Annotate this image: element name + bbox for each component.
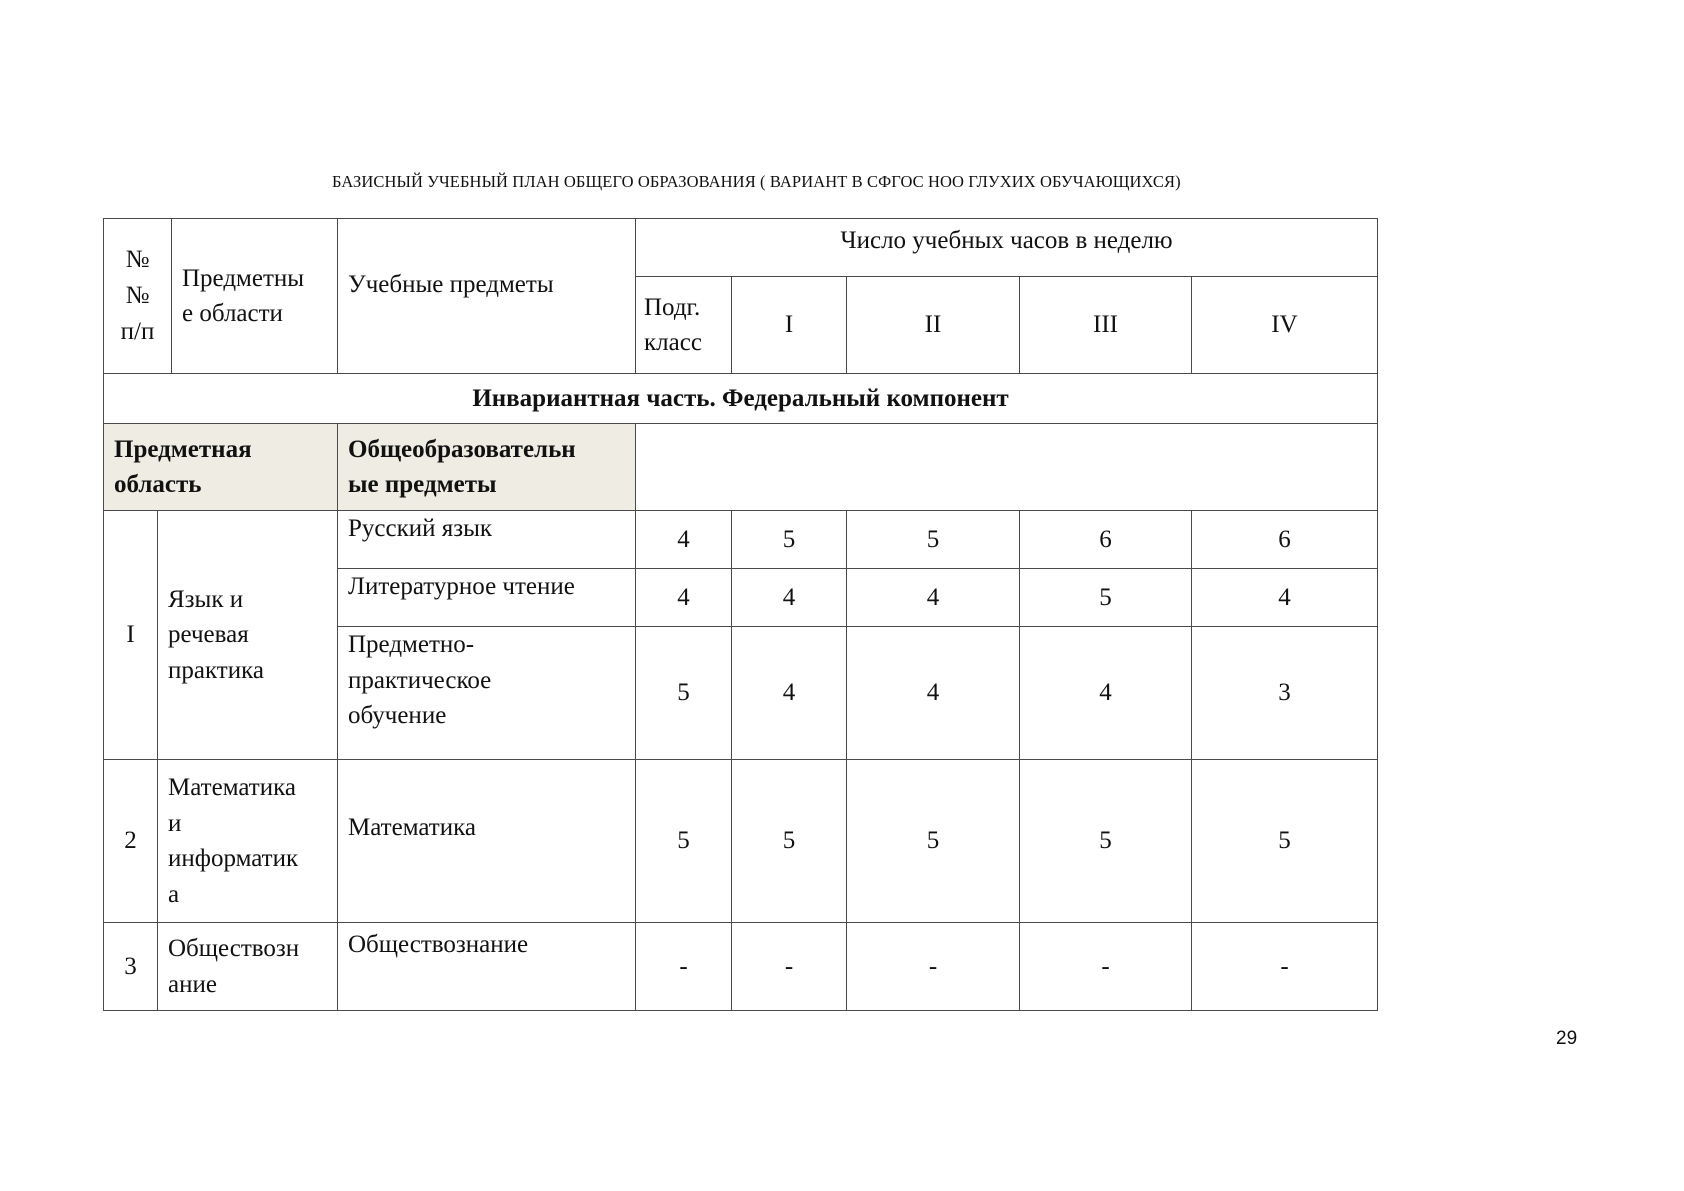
subheader-empty (636, 424, 1378, 511)
subject-name: Литературное чтение (338, 569, 636, 627)
curriculum-table (103, 218, 1378, 1011)
hours-cell: - (636, 923, 732, 1011)
hours-cell: 4 (732, 569, 847, 627)
header-row-1 (104, 219, 1378, 277)
header-num-cell (104, 219, 172, 374)
hours-cell: 4 (732, 627, 847, 760)
document-title: БАЗИСНЫЙ УЧЕБНЫЙ ПЛАН ОБЩЕГО ОБРАЗОВАНИЯ ( ВАРИАНТ В СФГОС НОО ГЛУХИХ ОБУЧАЮЩИХСЯ) (332, 172, 1181, 191)
hours-cell: - (1192, 923, 1378, 1011)
table-row (104, 511, 1378, 569)
header-num-line3: п/п (120, 318, 155, 346)
hours-cell: 5 (847, 511, 1020, 569)
group-area: Язык и речевая практика (158, 511, 338, 760)
table-row (104, 760, 1378, 923)
hours-cell: 5 (1192, 760, 1378, 923)
hours-cell: 5 (732, 760, 847, 923)
hours-cell: 3 (1192, 627, 1378, 760)
hours-cell: 5 (636, 627, 732, 760)
section-row (104, 374, 1378, 424)
header-grade-2: II (847, 277, 1020, 374)
group-num: 2 (104, 760, 158, 923)
hours-cell: - (1020, 923, 1192, 1011)
subheader-subjects: Общеобразовательн ые предметы (338, 424, 636, 511)
header-subjects-cell: Учебные предметы (338, 219, 636, 374)
group-num: 3 (104, 923, 158, 1011)
hours-cell: 4 (847, 627, 1020, 760)
subject-name: Русский язык (338, 511, 636, 569)
hours-cell: 5 (1020, 569, 1192, 627)
subheader-row (104, 424, 1378, 511)
hours-cell: 6 (1192, 511, 1378, 569)
header-grade-3: III (1020, 277, 1192, 374)
subject-name: Математика (338, 760, 636, 923)
hours-cell: 4 (636, 511, 732, 569)
hours-cell: 4 (847, 569, 1020, 627)
subject-name: Предметно- практическое обучение (338, 627, 636, 760)
header-num-line1: № (125, 245, 150, 273)
page-number: 29 (1556, 1028, 1578, 1049)
group-num: I (104, 511, 158, 760)
hours-cell: 4 (1192, 569, 1378, 627)
hours-cell: 5 (847, 760, 1020, 923)
header-areas-cell: Предметны е области (172, 219, 338, 374)
hours-cell: 5 (636, 760, 732, 923)
hours-cell: - (732, 923, 847, 1011)
hours-cell: - (847, 923, 1020, 1011)
header-grade-prep: Подг. класс (636, 277, 732, 374)
header-hours-cell: Число учебных часов в неделю (636, 219, 1378, 277)
hours-cell: 5 (732, 511, 847, 569)
group-area: Обществозн ание (158, 923, 338, 1011)
header-grade-1: I (732, 277, 847, 374)
header-grade-4: IV (1192, 277, 1378, 374)
group-area: Математика и информатик а (158, 760, 338, 923)
hours-cell: 4 (1020, 627, 1192, 760)
hours-cell: 6 (1020, 511, 1192, 569)
subject-name: Обществознание (338, 923, 636, 1011)
subheader-area: Предметная область (104, 424, 338, 511)
hours-cell: 5 (1020, 760, 1192, 923)
header-num-line2: № (125, 281, 150, 309)
hours-cell: 4 (636, 569, 732, 627)
section-title: Инвариантная часть. Федеральный компонент (104, 374, 1378, 424)
table-row (104, 923, 1378, 1011)
